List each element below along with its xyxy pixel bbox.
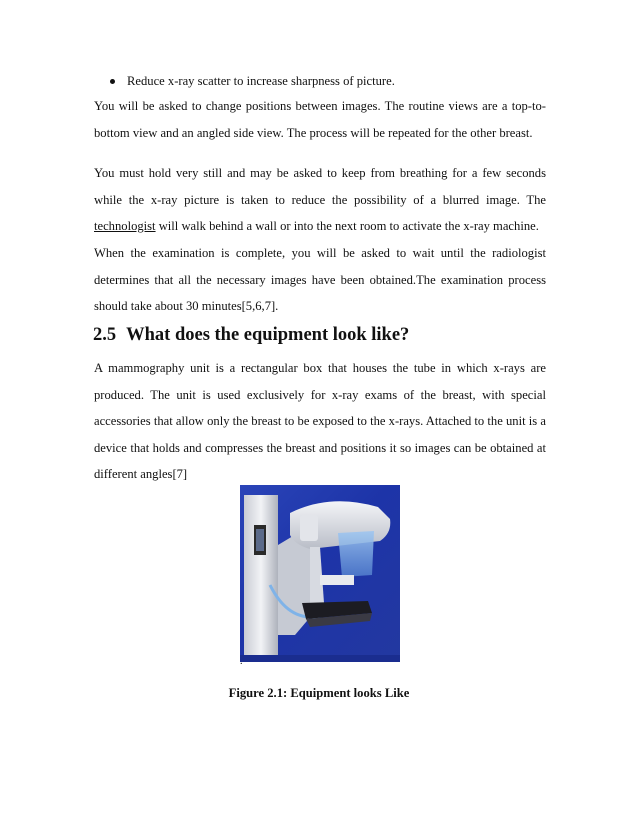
technologist-link[interactable]: technologist	[94, 219, 156, 233]
paragraph-positions: You will be asked to change positions between images. The routine views are a top-to-bottom view and an angled side view. The process will be repeated for the other breast.	[94, 99, 546, 140]
paragraph-equipment: A mammography unit is a rectangular box that houses the tube in which x-rays are produced. The unit is used exclusively for x-ray exams of the breast, with special accessories that allow only the breast to be exposed to the x-rays. Attached to the unit is a device that holds and compresses the breast and positions it so images can be obtained at different angles[7]	[94, 361, 546, 481]
section-number: 2.5	[93, 325, 117, 345]
figure-caption: Figure 2.1: Equipment looks Like	[228, 686, 410, 700]
paragraph-hold-still-tail: will walk behind a wall or into the next room to activate the x-ray machine.	[155, 219, 539, 233]
bullet-icon	[110, 79, 115, 84]
paragraph-completion: When the examination is complete, you will be asked to wait until the radiologist determines that all the necessary images have been obtained.The examination process should take about 30 minutes[5,6,7].	[94, 246, 546, 313]
bullet-item	[110, 68, 540, 94]
bullet-text: Reduce x-ray scatter to increase sharpness of picture.	[127, 74, 395, 88]
mammography-unit-photo	[240, 485, 400, 662]
section-title: What does the equipment look like?	[126, 325, 410, 345]
section-heading	[93, 320, 409, 350]
paragraph-hold-still-text: You must hold very still and may be asked to keep from breathing for a few seconds while the x-ray picture is taken to reduce the possibility of a blurred image. The	[94, 166, 546, 207]
paragraph-hold-still	[94, 160, 546, 240]
figure-mark: .	[240, 656, 243, 667]
mammography-machine-illustration	[240, 485, 400, 662]
